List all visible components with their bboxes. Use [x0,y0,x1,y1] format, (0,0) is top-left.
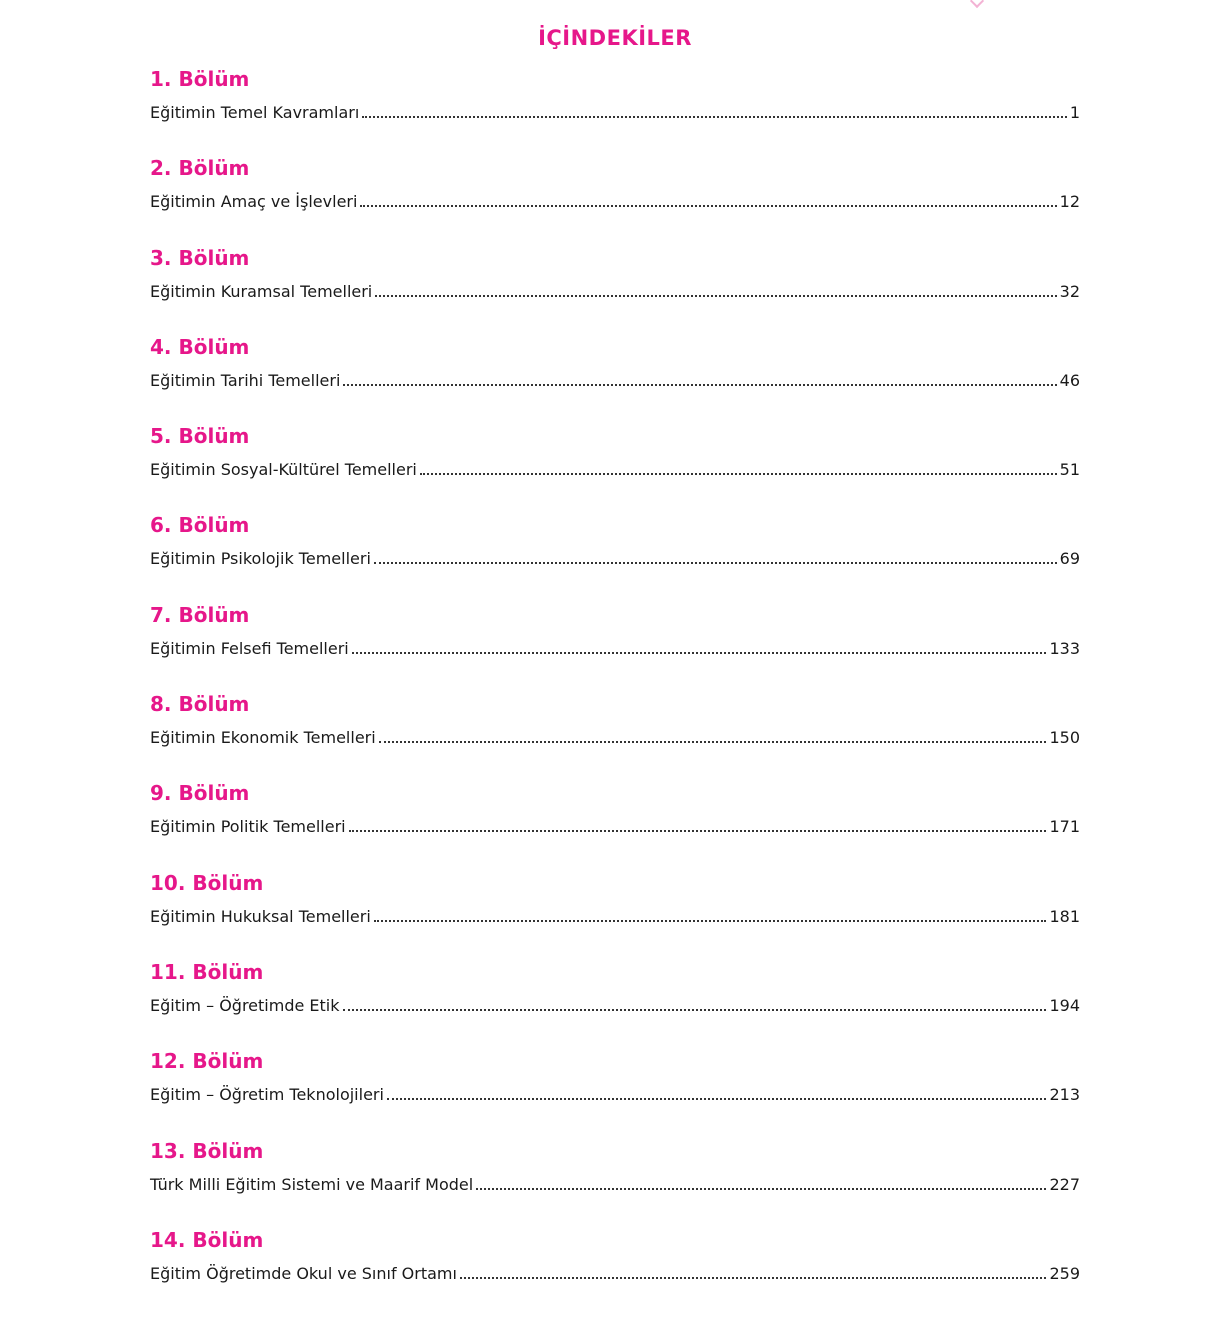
toc-section [150,423,1080,512]
entry-title: Eğitimin Felsefi Temelleri [150,638,349,658]
toc-entry[interactable] [150,1174,1080,1196]
section-heading: 2. Bölüm [150,156,250,181]
dot-leader [362,116,1067,118]
toc-section [150,780,1080,869]
entry-title: Eğitim – Öğretim Teknolojileri [150,1085,384,1105]
entry-title: Eğitimin Kuramsal Temelleri [150,281,373,301]
table-of-contents [150,66,1080,1316]
section-heading: 1. Bölüm [150,67,250,91]
dot-leader [343,1009,1047,1011]
dot-leader [343,384,1056,386]
entry-page-number: 171 [1049,817,1080,837]
section-heading: 11. Bölüm [150,959,264,984]
toc-section [150,959,1080,1048]
entry-page-number: 150 [1049,728,1080,748]
entry-title: Eğitimin Temel Kavramları [150,103,360,122]
section-heading: 3. Bölüm [150,245,250,270]
corner-decoration [970,0,984,8]
dot-leader [374,920,1047,922]
entry-title: Eğitimin Hukuksal Temelleri [150,906,371,926]
dot-leader [420,473,1057,475]
entry-title: Eğitimin Sosyal-Kültürel Temelleri [150,460,417,480]
entry-page-number: 69 [1059,549,1080,569]
toc-section [150,1138,1080,1227]
dot-leader [460,1277,1047,1279]
dot-leader [349,830,1047,832]
section-heading: 12. Bölüm [150,1049,264,1074]
section-heading: 10. Bölüm [150,870,264,895]
dot-leader [387,1098,1047,1100]
toc-section [150,334,1080,423]
entry-page-number: 51 [1059,460,1080,480]
section-heading: 5. Bölüm [150,424,250,449]
entry-title: Eğitim Öğretimde Okul ve Sınıf Ortamı [150,1263,457,1283]
section-heading: 13. Bölüm [150,1138,264,1163]
section-heading: 9. Bölüm [150,781,250,806]
page-title: İÇİNDEKİLER [538,26,692,50]
entry-title: Eğitimin Politik Temelleri [150,817,346,837]
section-heading: 7. Bölüm [150,602,250,627]
dot-leader [374,562,1057,564]
entry-title: Eğitim – Öğretimde Etik [150,995,340,1015]
entry-title: Türk Milli Eğitim Sistemi ve Maarif Model [150,1174,474,1194]
toc-section [150,1048,1080,1137]
toc-section [150,1227,1080,1316]
toc-section [150,155,1080,244]
section-heading: 14. Bölüm [150,1227,264,1252]
toc-section [150,512,1080,601]
toc-entry[interactable] [150,191,1080,213]
toc-entry[interactable] [150,816,1080,838]
entry-title: Eğitimin Tarihi Temelleri [150,370,341,390]
entry-page-number: 227 [1049,1174,1080,1194]
toc-entry[interactable] [150,1084,1080,1106]
entry-title: Eğitimin Ekonomik Temelleri [150,728,376,748]
entry-title: Eğitimin Amaç ve İşlevleri [150,192,358,212]
toc-entry[interactable] [150,548,1080,570]
section-heading: 8. Bölüm [150,692,250,717]
entry-page-number: 1 [1069,103,1080,122]
entry-page-number: 181 [1049,906,1080,926]
toc-section [150,691,1080,780]
toc-entry[interactable] [150,906,1080,928]
toc-section [150,602,1080,691]
entry-page-number: 46 [1059,370,1080,390]
toc-entry[interactable] [150,638,1080,660]
entry-title: Eğitimin Psikolojik Temelleri [150,549,371,569]
dot-leader [352,652,1047,654]
toc-section [150,245,1080,334]
entry-page-number: 32 [1059,281,1080,301]
section-heading: 4. Bölüm [150,334,250,359]
toc-section [150,66,1080,155]
dot-leader [375,295,1056,297]
entry-page-number: 194 [1049,995,1080,1015]
entry-page-number: 12 [1059,192,1080,212]
entry-page-number: 259 [1049,1263,1080,1283]
toc-entry[interactable] [150,370,1080,392]
toc-entry[interactable] [150,1263,1080,1285]
section-heading: 6. Bölüm [150,513,250,538]
dot-leader [379,741,1047,743]
toc-entry[interactable] [150,459,1080,481]
toc-entry[interactable] [150,281,1080,303]
dot-leader [360,205,1056,207]
entry-page-number: 133 [1049,638,1080,658]
toc-section [150,870,1080,959]
toc-entry[interactable] [150,102,1080,124]
toc-entry[interactable] [150,727,1080,749]
toc-entry[interactable] [150,995,1080,1017]
dot-leader [476,1188,1046,1190]
entry-page-number: 213 [1049,1085,1080,1105]
